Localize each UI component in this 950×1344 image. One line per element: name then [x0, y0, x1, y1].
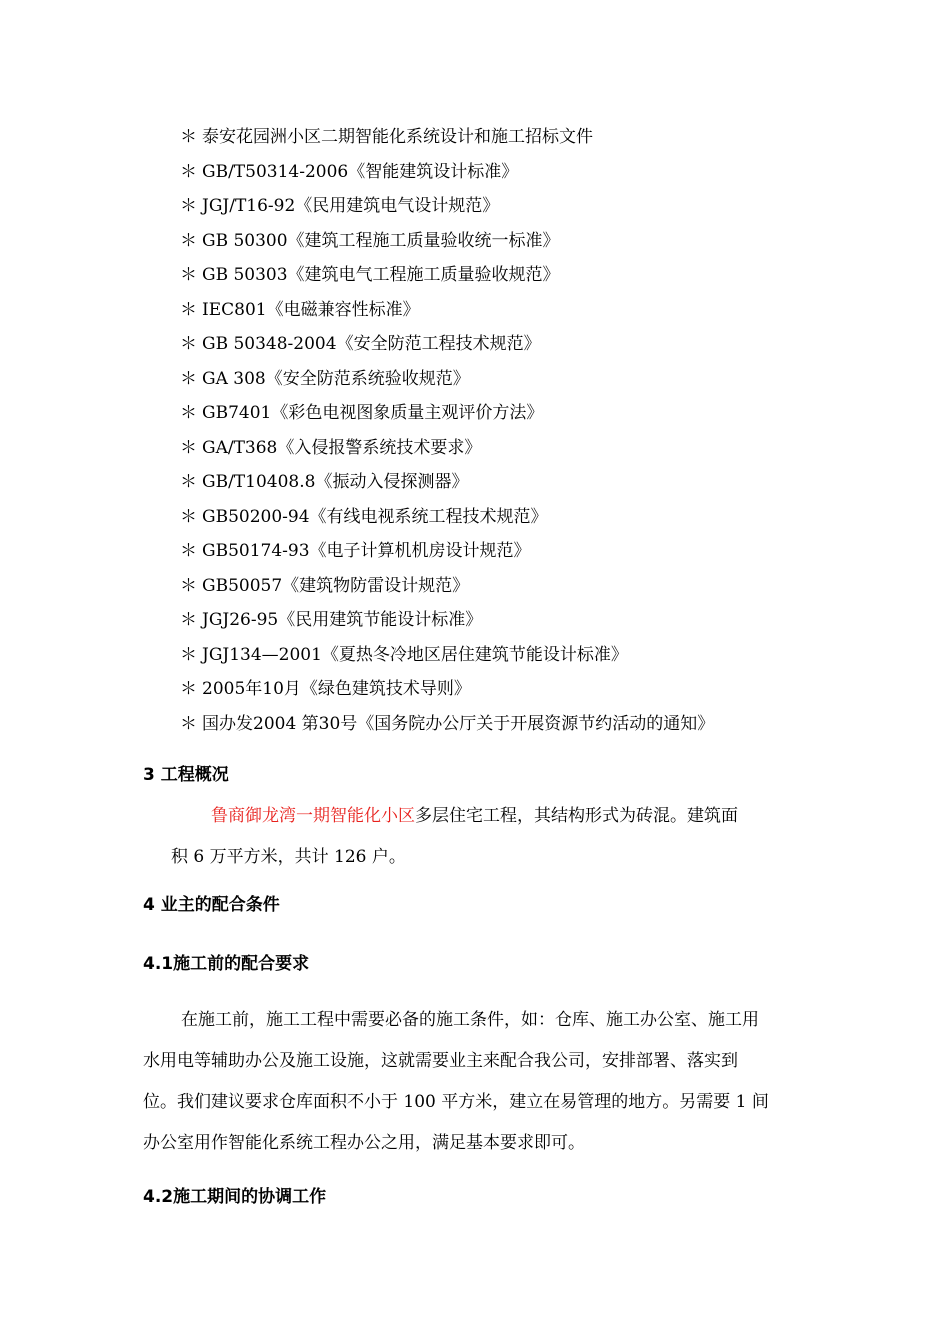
reference-item: ＊ GB7401《彩色电视图象质量主观评价方法》	[180, 403, 544, 423]
reference-item: ＊ GB50057《建筑物防雷设计规范》	[180, 575, 470, 596]
section-4-heading: 4 业主的配合条件	[143, 895, 280, 915]
pre-construction-paragraph	[143, 1000, 811, 1164]
reference-list	[180, 122, 714, 743]
overview-line-1: 鲁商御龙湾一期智能化小区多层住宅工程，其结构形式为砖混。建筑面	[211, 806, 738, 826]
reference-item: ＊ GB 50348-2004《安全防范工程技术规范》	[180, 334, 541, 354]
reference-item: ＊ 2005年10月《绿色建筑技术导则》	[180, 679, 471, 699]
reference-item: ＊ 国办发2004 第30号《国务院办公厅关于开展资源节约活动的通知》	[180, 713, 715, 734]
section-4-1-heading: 4.1施工前的配合要求	[143, 954, 310, 974]
section-4-2-heading: 4.2施工期间的协调工作	[143, 1187, 327, 1207]
reference-item: ＊ GB 50300《建筑工程施工质量验收统一标准》	[180, 230, 560, 251]
reference-item: ＊ JGJ26-95《民用建筑节能设计标准》	[180, 610, 483, 630]
reference-item: ＊ GA 308《安全防范系统验收规范》	[180, 368, 470, 389]
section-3-heading: 3 工程概况	[143, 765, 229, 785]
reference-item: ＊ IEC801《电磁兼容性标准》	[180, 299, 420, 320]
para-line: 水用电等辅助办公及施工设施，这就需要业主来配合我公司，安排部署、落实到	[143, 1051, 738, 1071]
reference-item: ＊ GB 50303《建筑电气工程施工质量验收规范》	[180, 265, 560, 285]
para-line: 办公室用作智能化系统工程办公之用，满足基本要求即可。	[143, 1133, 585, 1153]
reference-item: ＊ GA/T368《入侵报警系统技术要求》	[180, 437, 482, 458]
reference-item: ＊ 泰安花园洲小区二期智能化系统设计和施工招标文件	[180, 127, 593, 147]
reference-item: ＊ JGJ/T16-92《民用建筑电气设计规范》	[180, 196, 500, 216]
project-name-highlight: 鲁商御龙湾一期智能化小区	[211, 806, 415, 826]
para-line: 位。我们建议要求仓库面积不小于 100 平方米，建立在易管理的地方。另需要 1 间	[143, 1092, 769, 1112]
reference-item: ＊ GB50174-93《电子计算机机房设计规范》	[180, 541, 531, 561]
project-overview-paragraph	[143, 796, 811, 878]
reference-item: ＊ GB/T10408.8《振动入侵探测器》	[180, 472, 469, 492]
reference-item: ＊ JGJ134—2001《夏热冬冷地区居住建筑节能设计标准》	[180, 644, 628, 665]
reference-item: ＊ GB50200-94《有线电视系统工程技术规范》	[180, 506, 548, 527]
para-line: 在施工前，施工工程中需要必备的施工条件，如：仓库、施工办公室、施工用	[181, 1010, 759, 1030]
overview-line-2: 积 6 万平方米，共计 126 户。	[171, 847, 406, 867]
reference-item: ＊ GB/T50314-2006《智能建筑设计标准》	[180, 161, 519, 182]
